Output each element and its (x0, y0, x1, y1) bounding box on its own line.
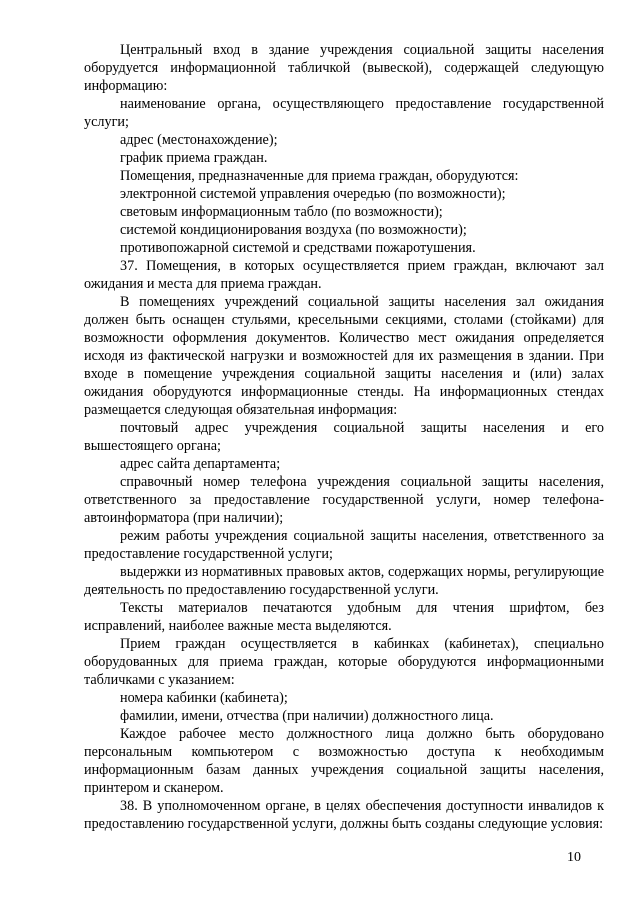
list-item-address: адрес (местонахождение); (120, 132, 278, 148)
list-item-postal-address: почтовый адрес учреждения социальной защиты населения и его вышестоящего органа; (84, 420, 604, 454)
paragraph-text-materials: Тексты материалов печатаются удобным для чтения шрифтом, без исправлений, наиболее важные места выделяются. (84, 600, 604, 634)
list-item-info-board: световым информационным табло (по возможности); (120, 204, 443, 220)
paragraph-reception-booths: Прием граждан осуществляется в кабинках (кабинетах), специально оборудованных для приема граждан, которые оборудуются информационными табличками с указанием: (84, 636, 604, 688)
list-item-queue-system: электронной системой управления очередью (по возможности); (120, 186, 506, 202)
list-item-working-hours: режим работы учреждения социальной защиты населения, ответственного за предоставление государственной услуги; (84, 528, 604, 562)
list-item-fire-safety: противопожарной системой и средствами пожаротушения. (120, 240, 476, 256)
list-item-phone: справочный номер телефона учреждения социальной защиты населения, ответственного за предоставление государственной услуги, номер телефона-автоинформатора (при наличии); (84, 474, 604, 526)
list-item-legal-extracts: выдержки из нормативных правовых актов, содержащих нормы, регулирующие деятельность по предоставлению государственной услуги. (84, 564, 604, 598)
document-body (84, 41, 604, 833)
list-item-body-name: наименование органа, осуществляющего предоставление государственной услуги; (84, 96, 604, 130)
page-number: 10 (567, 850, 581, 865)
list-item-website: адрес сайта департамента; (120, 456, 281, 472)
paragraph-entrance-sign: Центральный вход в здание учреждения социальной защиты населения оборудуется информационной табличкой (вывеской), содержащей следующую информацию: (84, 42, 604, 94)
list-item-air-conditioning: системой кондиционирования воздуха (по возможности); (120, 222, 467, 238)
section-38-heading: 38. В уполномоченном органе, в целях обеспечения доступности инвалидов к предоставлению государственной услуги, должны быть созданы следующие условия: (84, 798, 604, 832)
list-item-schedule: график приема граждан. (120, 150, 268, 166)
paragraph-premises-equipment: Помещения, предназначенные для приема граждан, оборудуются: (120, 168, 519, 184)
paragraph-workplace: Каждое рабочее место должностного лица должно быть оборудовано персональным компьютером с возможностью доступа к необходимым информационным базам данных учреждения социальной защиты населения, принтером и сканером. (84, 726, 604, 796)
list-item-booth-number: номера кабинки (кабинета); (120, 690, 288, 706)
list-item-official-name: фамилии, имени, отчества (при наличии) должностного лица. (120, 708, 494, 724)
paragraph-waiting-hall: В помещениях учреждений социальной защиты населения зал ожидания должен быть оснащен стульями, кресельными секциями, столами (стойками) для возможности оформления документов. Количество мест ожидания определяется исходя из фактической нагрузки и возможностей для их размещения в здании. При входе в помещение учреждения социальной защиты населения и (или) залах ожидания оборудуются информационные стенды. На информационных стендах размещается следующая обязательная информация: (84, 294, 604, 418)
section-37-heading: 37. Помещения, в которых осуществляется прием граждан, включают зал ожидания и места для приема граждан. (84, 258, 604, 292)
